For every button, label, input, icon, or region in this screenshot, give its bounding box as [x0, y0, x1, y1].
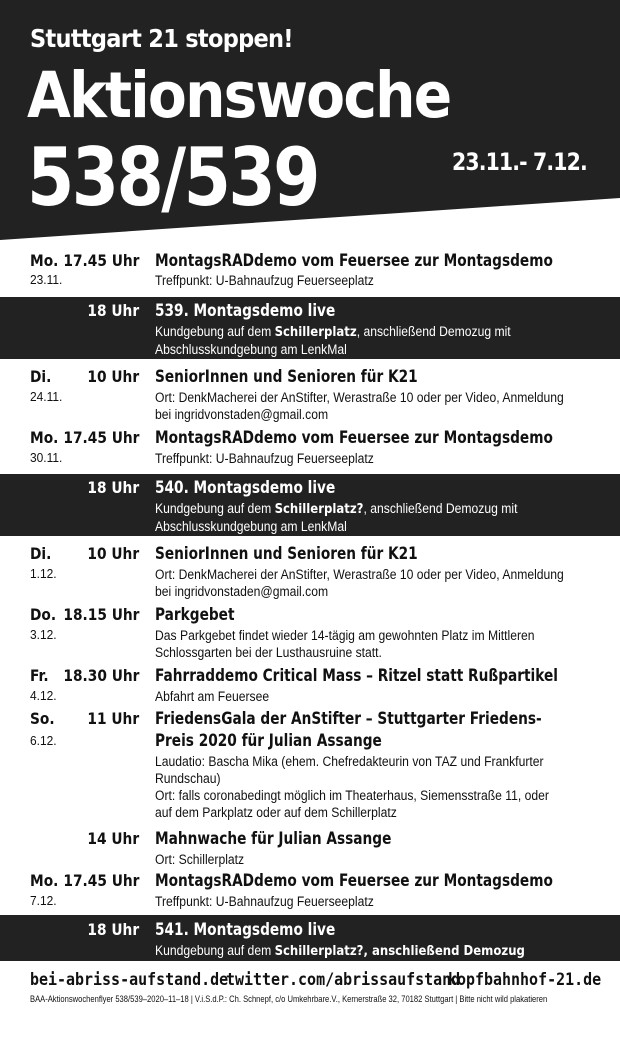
- event-day: Mo.: [30, 251, 59, 270]
- event-date: 3.12.: [30, 627, 57, 642]
- event-item-highlight: [0, 474, 620, 536]
- event-time: 17.45 Uhr: [62, 428, 139, 447]
- event-item: [0, 706, 620, 826]
- event-title-line2: Preis 2020 für Julian Assange: [155, 731, 382, 750]
- event-time: 18.30 Uhr: [62, 666, 139, 685]
- event-time: 14 Uhr: [87, 829, 139, 848]
- event-desc: Ort: Schillerplatz: [155, 852, 245, 867]
- event-item: [0, 541, 620, 601]
- footer-link-twitter[interactable]: twitter.com/abrissaufstand: [226, 970, 461, 990]
- event-time: 17.45 Uhr: [62, 871, 139, 890]
- event-time: 17.45 Uhr: [62, 251, 139, 270]
- event-date: 4.12.: [30, 688, 57, 703]
- event-title: MontagsRADdemo vom Feuersee zur Montagsdemo: [155, 871, 553, 890]
- event-title: FriedensGala der AnStifter – Stuttgarter Friedens-: [155, 709, 542, 728]
- event-item: [0, 826, 620, 868]
- footer-link-kopfbahnhof[interactable]: kopfbahnhof-21.de: [448, 970, 602, 990]
- event-desc: Treffpunkt: U-Bahnaufzug Feuerseeplatz: [155, 451, 374, 466]
- header-banner: [0, 0, 620, 240]
- event-title: Mahnwache für Julian Assange: [155, 829, 392, 848]
- event-item: [0, 364, 620, 424]
- event-day: Do.: [30, 605, 57, 624]
- event-time: 10 Uhr: [87, 544, 139, 563]
- event-item: [0, 248, 620, 294]
- event-desc: Treffpunkt: U-Bahnaufzug Feuerseeplatz: [155, 894, 374, 909]
- event-item: [0, 602, 620, 662]
- event-day: Di.: [30, 367, 52, 386]
- event-item-highlight: [0, 915, 620, 961]
- event-day: Fr.: [30, 666, 49, 685]
- event-title: MontagsRADdemo vom Feuersee zur Montagsdemo: [155, 251, 553, 270]
- event-item: [0, 663, 620, 705]
- event-date: 6.12.: [30, 733, 57, 748]
- footer-link-website[interactable]: bei-abriss-aufstand.de: [30, 970, 229, 990]
- event-item: [0, 425, 620, 469]
- event-title: Fahrraddemo Critical Mass – Ritzel statt Rußpartikel: [155, 666, 558, 685]
- event-desc: Kundgebung auf dem Schillerplatz?, anschließend Demozug mit Abschlusskundgebung am LenkMal: [155, 501, 518, 534]
- event-date: 7.12.: [30, 893, 57, 908]
- event-item: [0, 868, 620, 912]
- header-dates: 23.11.- 7.12.: [452, 148, 587, 176]
- event-day: Di.: [30, 544, 52, 563]
- event-item-highlight: [0, 297, 620, 359]
- event-time: 18 Uhr: [87, 301, 139, 320]
- event-desc: Ort: DenkMacherei der AnStifter, Werastraße 10 oder per Video, Anmeldung bei ingridvonstaden@gmail.com: [155, 567, 564, 599]
- event-title: SeniorInnen und Senioren für K21: [155, 367, 418, 386]
- footer-links: [0, 970, 620, 996]
- event-title: MontagsRADdemo vom Feuersee zur Montagsdemo: [155, 428, 553, 447]
- header-number: 538/539: [27, 131, 318, 224]
- event-desc: Treffpunkt: U-Bahnaufzug Feuerseeplatz: [155, 273, 374, 288]
- event-title: SeniorInnen und Senioren für K21: [155, 544, 418, 563]
- event-desc: Ort: DenkMacherei der AnStifter, Werastraße 10 oder per Video, Anmeldung bei ingridvonstaden@gmail.com: [155, 390, 564, 422]
- event-desc: Kundgebung auf dem Schillerplatz?, anschließend Demozug: [155, 943, 525, 959]
- event-title: 541. Montagsdemo live: [155, 920, 336, 939]
- event-desc: Kundgebung auf dem Schillerplatz, anschließend Demozug mit Abschlusskundgebung am LenkMal: [155, 324, 511, 357]
- event-time: 11 Uhr: [87, 709, 139, 728]
- event-desc: Das Parkgebet findet wieder 14-tägig am gewohnten Platz im Mittleren Schlossgarten bei der Lusthausruine statt.: [155, 628, 535, 660]
- header-subtitle: Stuttgart 21 stoppen!: [30, 24, 293, 53]
- event-day: Mo.: [30, 428, 59, 447]
- event-date: 1.12.: [30, 566, 57, 581]
- event-desc: Abfahrt am Feuersee: [155, 689, 270, 704]
- event-title: Parkgebet: [155, 605, 235, 624]
- event-time: 18 Uhr: [87, 920, 139, 939]
- event-time: 18 Uhr: [87, 478, 139, 497]
- event-time: 18.15 Uhr: [62, 605, 139, 624]
- event-date: 23.11.: [30, 272, 63, 287]
- event-date: 30.11.: [30, 450, 63, 465]
- event-time: 10 Uhr: [87, 367, 139, 386]
- imprint: BAA-Aktionswochenflyer 538/539–2020–11–18 | V.i.S.d.P.: Ch. Schnepf, c/o Umkehrbare.V., Kernerstraße 32, 70182 Stuttgart | Bitte nicht wild plakatieren: [30, 994, 548, 1005]
- event-desc: Laudatio: Bascha Mika (ehem. Chefredakteurin von TAZ und Frankfurter Rundschau) Ort: falls coronabedingt möglich im Theaterhaus, Siemensstraße 11, oder auf dem Parkplatz oder auf dem Schillerplatz: [155, 754, 549, 820]
- event-title: 540. Montagsdemo live: [155, 478, 336, 497]
- event-title: 539. Montagsdemo live: [155, 301, 336, 320]
- header-title: Aktionswoche: [27, 59, 451, 132]
- event-day: Mo.: [30, 871, 59, 890]
- event-date: 24.11.: [30, 389, 63, 404]
- event-day: So.: [30, 709, 55, 728]
